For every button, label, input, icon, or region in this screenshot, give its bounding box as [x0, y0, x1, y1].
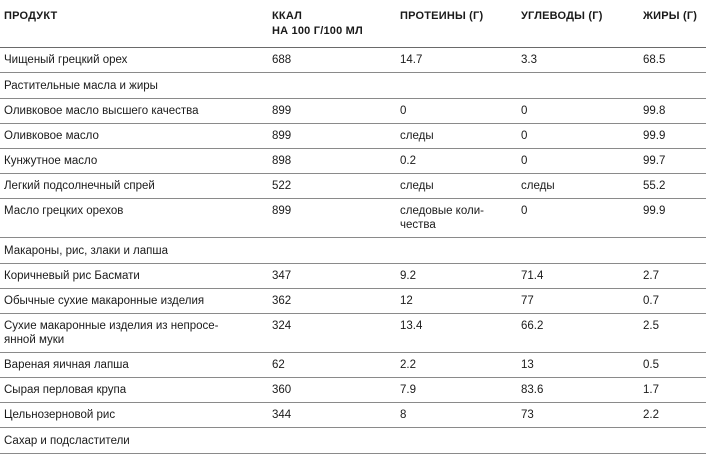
table-header-row: [0, 0, 706, 47]
cell-protein: следы: [396, 173, 517, 198]
cell-product: Коричневый рис Басмати: [0, 263, 268, 288]
cell-fat: 0.7: [639, 288, 706, 313]
cell-product: Вареная яичная лапша: [0, 352, 268, 377]
table-row: [0, 98, 706, 123]
cell-protein: 8: [396, 402, 517, 427]
cell-product: Оливковое масло: [0, 123, 268, 148]
cell-kcal: 688: [268, 47, 396, 72]
cell-carbs: 71.4: [517, 263, 639, 288]
cell-protein: 2.2: [396, 352, 517, 377]
cell-protein: 14.7: [396, 47, 517, 72]
table-row: [0, 402, 706, 427]
header-fat: ЖИРЫ (Г): [639, 0, 706, 47]
table-row: [0, 148, 706, 173]
section-row: [0, 427, 706, 453]
cell-product: Кунжутное масло: [0, 148, 268, 173]
cell-protein: 9.2: [396, 263, 517, 288]
cell-fat: 99.8: [639, 98, 706, 123]
table-row: [0, 263, 706, 288]
cell-kcal: 360: [268, 377, 396, 402]
table-row: [0, 198, 706, 237]
cell-fat: 99.7: [639, 148, 706, 173]
cell-product: Чищеный грецкий орех: [0, 47, 268, 72]
table-row: [0, 377, 706, 402]
cell-fat: 99.9: [639, 123, 706, 148]
cell-product: Легкий подсолнечный спрей: [0, 173, 268, 198]
section-row: [0, 72, 706, 98]
cell-protein: следы: [396, 123, 517, 148]
cell-kcal: 899: [268, 123, 396, 148]
cell-fat: 68.5: [639, 47, 706, 72]
section-row: [0, 237, 706, 263]
cell-carbs: 3.3: [517, 47, 639, 72]
header-carbs: УГЛЕВОДЫ (Г): [517, 0, 639, 47]
cell-kcal: 362: [268, 288, 396, 313]
header-kcal-line2: НА 100 Г/100 МЛ: [272, 25, 363, 37]
cell-carbs: следы: [517, 173, 639, 198]
cell-protein: 12: [396, 288, 517, 313]
cell-product: Оливковое масло высшего качества: [0, 98, 268, 123]
section-title: Сахар и подсластители: [0, 427, 706, 453]
cell-kcal: 344: [268, 402, 396, 427]
cell-carbs: 13: [517, 352, 639, 377]
cell-fat: 2.7: [639, 263, 706, 288]
cell-carbs: 0: [517, 198, 639, 237]
cell-product: Обычные сухие макаронные изделия: [0, 288, 268, 313]
cell-kcal: 347: [268, 263, 396, 288]
cell-fat: 55.2: [639, 173, 706, 198]
cell-fat: 2.5: [639, 313, 706, 352]
table-row: [0, 47, 706, 72]
cell-product: Масло грецких орехов: [0, 198, 268, 237]
cell-kcal: 899: [268, 98, 396, 123]
cell-kcal: 898: [268, 148, 396, 173]
cell-carbs: 66.2: [517, 313, 639, 352]
header-protein: ПРОТЕИНЫ (Г): [396, 0, 517, 47]
cell-protein: следовые коли- чества: [396, 198, 517, 237]
cell-carbs: 83.6: [517, 377, 639, 402]
cell-kcal: 62: [268, 352, 396, 377]
table-row: [0, 173, 706, 198]
cell-kcal: 324: [268, 313, 396, 352]
cell-kcal: 899: [268, 198, 396, 237]
section-title: Растительные масла и жиры: [0, 72, 706, 98]
table-row: [0, 288, 706, 313]
cell-protein: 0.2: [396, 148, 517, 173]
cell-carbs: 0: [517, 123, 639, 148]
header-product: ПРОДУКТ: [0, 0, 268, 47]
cell-fat: 2.2: [639, 402, 706, 427]
cell-fat: 99.9: [639, 198, 706, 237]
cell-carbs: 73: [517, 402, 639, 427]
cell-protein: 7.9: [396, 377, 517, 402]
table-row: [0, 352, 706, 377]
cell-product: Сухие макаронные изделия из непросе- янной муки: [0, 313, 268, 352]
cell-protein: 0: [396, 98, 517, 123]
table-row: [0, 313, 706, 352]
cell-carbs: 0: [517, 148, 639, 173]
cell-carbs: 77: [517, 288, 639, 313]
cell-product: Цельнозерновой рис: [0, 402, 268, 427]
table-body: [0, 47, 706, 453]
header-kcal-line1: ККАЛ: [272, 10, 303, 22]
header-kcal: [268, 0, 396, 47]
cell-product: Сырая перловая крупа: [0, 377, 268, 402]
cell-carbs: 0: [517, 98, 639, 123]
section-title: Макароны, рис, злаки и лапша: [0, 237, 706, 263]
cell-kcal: 522: [268, 173, 396, 198]
cell-protein: 13.4: [396, 313, 517, 352]
table-row: [0, 123, 706, 148]
cell-fat: 0.5: [639, 352, 706, 377]
cell-fat: 1.7: [639, 377, 706, 402]
